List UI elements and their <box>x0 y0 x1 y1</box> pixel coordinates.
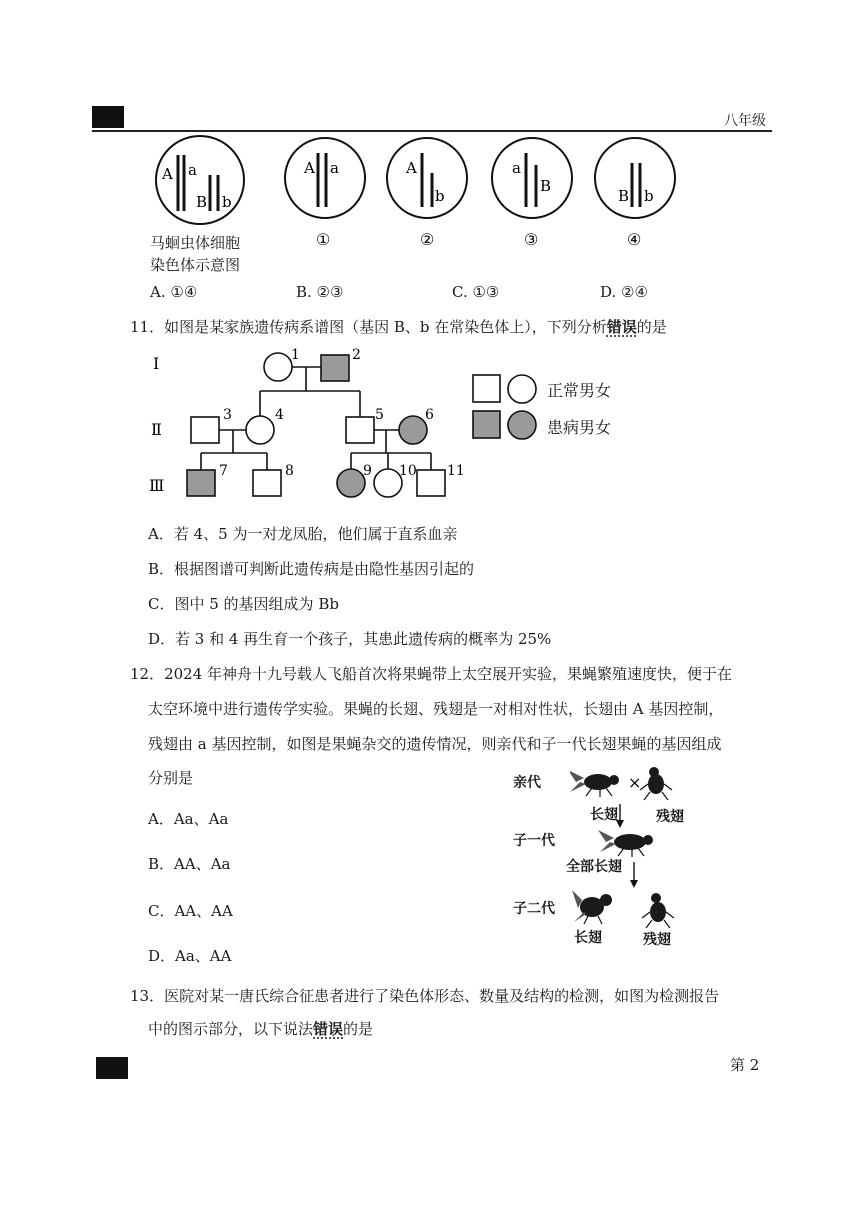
individual-5 <box>346 417 374 443</box>
q10-choice-D[interactable]: D. ②④ <box>600 283 648 301</box>
individual-6 <box>399 416 427 444</box>
parent-vestigial-label: 残翅 <box>656 809 684 825</box>
parent-long-wing-fly <box>570 770 619 797</box>
q12-choice-A[interactable]: A．Aa、Aa <box>148 810 229 828</box>
legend-affected-label: 患病男女 <box>547 418 612 437</box>
parent-gen-label: 亲代 <box>513 775 541 791</box>
individual-11 <box>417 470 445 496</box>
q12-choice-D[interactable]: D．Aa、AA <box>148 947 232 965</box>
q12-stem-line4: 分别是 <box>148 769 194 787</box>
q12-stem-line1: 12．2024 年神舟十九号载人飞船首次将果蝇带上太空展开实验，果蝇繁殖速度快，便于在 <box>130 665 733 683</box>
cross-sign: × <box>628 773 642 792</box>
svg-text:10: 10 <box>399 463 417 479</box>
individual-8 <box>253 470 281 496</box>
grade-label: 八年级 <box>724 113 766 129</box>
svg-text:5: 5 <box>375 407 384 423</box>
option-cell-1 <box>285 138 365 249</box>
option-cell-4 <box>595 138 675 249</box>
cell-gene-b: b <box>222 193 232 211</box>
q13-stem-line2: 中的图示部分，以下说法错误的是 <box>148 1020 374 1038</box>
cell-gene-A: A <box>162 165 173 183</box>
f2-long-wing-fly <box>572 890 612 924</box>
f2-gen-label: 子二代 <box>513 901 555 917</box>
q12-choice-C[interactable]: C．AA、AA <box>148 902 233 920</box>
f1-gen-label: 子一代 <box>513 833 555 849</box>
individual-3 <box>191 417 219 443</box>
q10-choice-C[interactable]: C. ①③ <box>452 283 500 301</box>
legend-normal-label: 正常男女 <box>547 381 612 400</box>
parent-long-wing-label: 长翅 <box>590 807 618 823</box>
individual-9 <box>337 469 365 497</box>
individual-10 <box>374 469 402 497</box>
parent-vestigial-fly <box>640 767 672 800</box>
svg-text:b: b <box>644 187 654 205</box>
svg-text:2: 2 <box>352 347 361 363</box>
f2-vestigial-fly <box>642 893 674 928</box>
pedigree-legend-shapes <box>470 372 540 442</box>
svg-text:1: 1 <box>291 347 300 363</box>
q11-stem: 11．如图是某家族遗传病系谱图（基因 B、b 在常染色体上），下列分析错误的是 <box>130 318 667 336</box>
q12-choice-B[interactable]: B．AA、Aa <box>148 855 231 873</box>
q11-choice-B[interactable]: B．根据图谱可判断此遗传病是由隐性基因引起的 <box>148 560 475 578</box>
svg-text:3: 3 <box>223 407 232 423</box>
svg-text:8: 8 <box>285 463 294 479</box>
svg-text:a: a <box>330 159 339 177</box>
cell-gene-a: a <box>188 161 197 179</box>
svg-text:③: ③ <box>524 230 539 249</box>
f1-all-long-label: 全部长翅 <box>566 859 622 875</box>
svg-text:4: 4 <box>275 407 284 423</box>
q10-caption-line1: 马蛔虫体细胞 <box>150 234 241 252</box>
individual-2 <box>321 355 349 381</box>
individual-7 <box>187 470 215 496</box>
f2-vestigial-label: 残翅 <box>643 932 671 948</box>
svg-text:6: 6 <box>425 407 434 423</box>
svg-text:B: B <box>618 187 630 205</box>
svg-text:④: ④ <box>627 230 642 249</box>
option-cell-3 <box>492 138 572 249</box>
q10-choice-B[interactable]: B. ②③ <box>296 283 344 301</box>
option-cell-2 <box>387 138 467 249</box>
svg-text:B: B <box>540 177 552 195</box>
svg-text:A: A <box>304 159 315 177</box>
fly-cross-figure <box>570 762 700 947</box>
cell-gene-B: B <box>196 193 208 211</box>
individual-4 <box>246 416 274 444</box>
f2-long-wing-label: 长翅 <box>574 930 602 946</box>
svg-text:a: a <box>512 159 521 177</box>
svg-text:7: 7 <box>219 463 228 479</box>
header-black-tab <box>92 106 124 128</box>
q12-stem-line2: 太空环境中进行遗传学实验。果蝇的长翅、残翅是一对相对性状，长翅由 A 基因控制， <box>148 700 724 718</box>
gen-label-III: Ⅲ <box>149 476 165 495</box>
q12-stem-line3: 残翅由 a 基因控制，如图是果蝇杂交的遗传情况，则亲代和子一代长翅果蝇的基因组成 <box>148 735 722 753</box>
gen-label-I: Ⅰ <box>153 354 160 373</box>
svg-text:②: ② <box>420 230 435 249</box>
page-number: 第 2 <box>730 1056 760 1074</box>
svg-text:①: ① <box>316 230 331 249</box>
q13-stem-line1: 13．医院对某一唐氏综合征患者进行了染色体形态、数量及结构的检测，如图为检测报告 <box>130 987 720 1005</box>
svg-text:b: b <box>435 187 445 205</box>
q11-choice-A[interactable]: A．若 4、5 为一对龙凤胎，他们属于直系血亲 <box>148 525 458 543</box>
f1-long-wing-fly <box>598 830 653 857</box>
q11-choice-D[interactable]: D．若 3 和 4 再生育一个孩子，其患此遗传病的概率为 25% <box>148 630 552 648</box>
individual-1 <box>264 353 292 381</box>
gen-label-II: Ⅱ <box>151 420 162 439</box>
svg-text:11: 11 <box>447 463 465 479</box>
q11-choice-C[interactable]: C．图中 5 的基因组成为 Bb <box>148 595 339 613</box>
pedigree-chart <box>145 345 465 505</box>
q10-caption-line2: 染色体示意图 <box>150 256 241 274</box>
svg-text:A: A <box>406 159 417 177</box>
svg-text:9: 9 <box>363 463 372 479</box>
header-rule <box>92 130 772 132</box>
footer-black-tab <box>96 1057 128 1079</box>
q10-choice-A[interactable]: A. ①④ <box>150 283 198 301</box>
